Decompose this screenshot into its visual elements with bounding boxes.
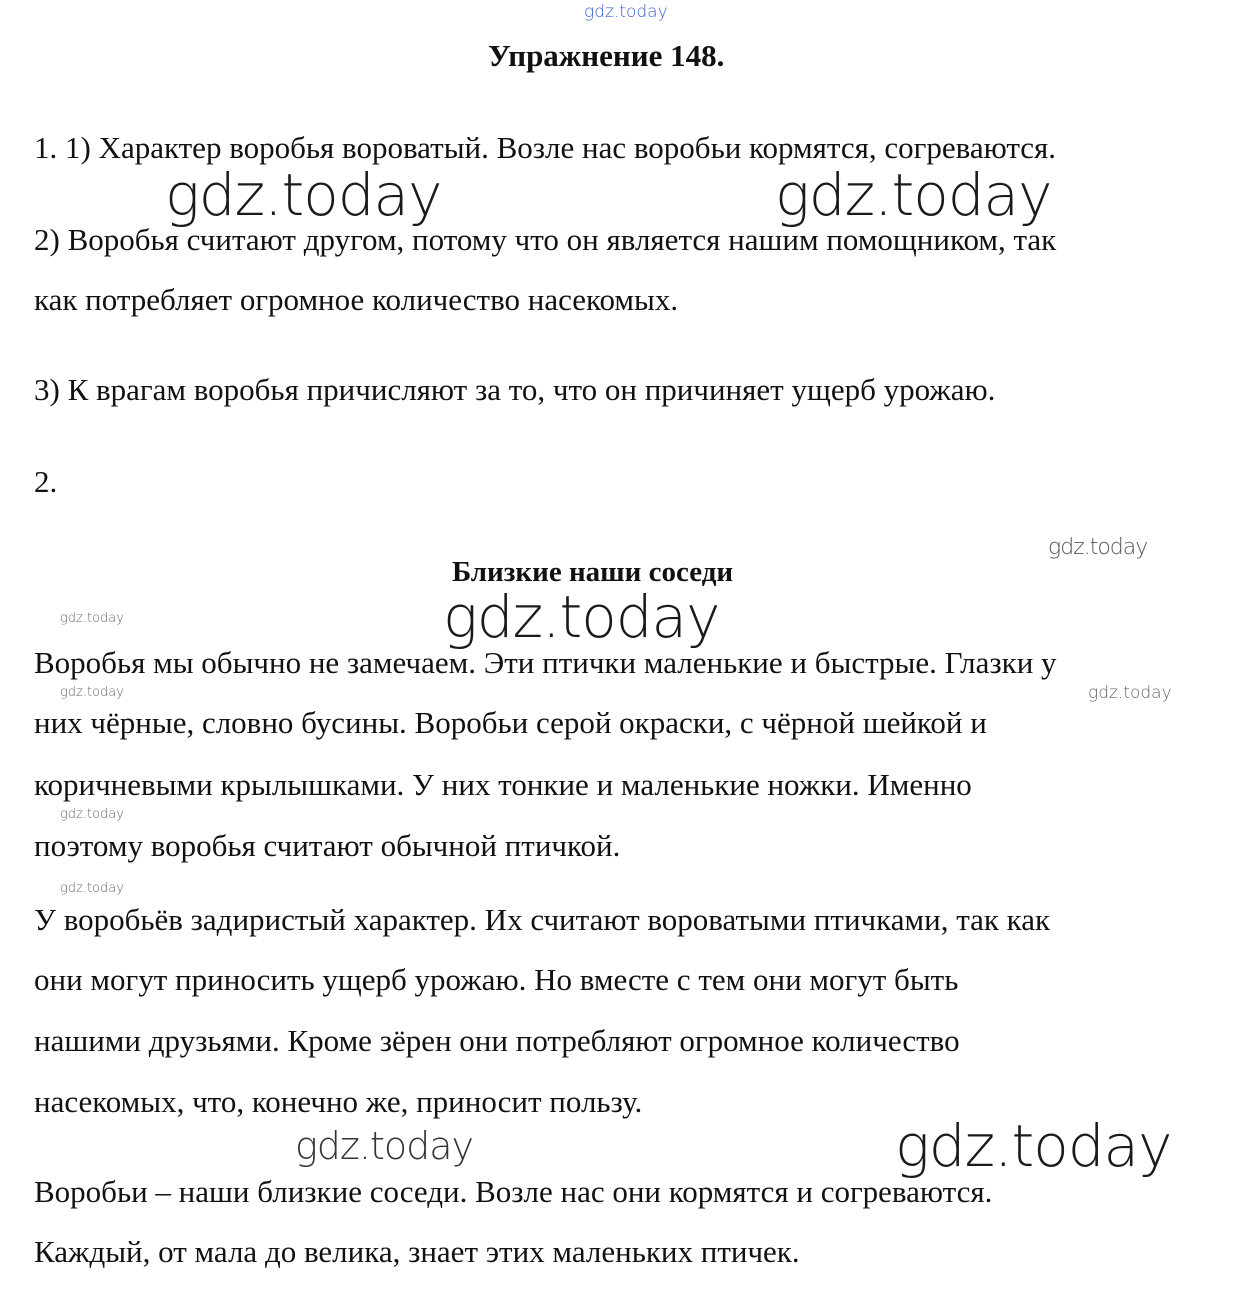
essay-line: нашими друзьями. Кроме зёрен они потребляют огромное количество xyxy=(34,1023,960,1058)
essay-title: Близкие наши соседи xyxy=(452,556,734,588)
essay-line: поэтому воробья считают обычной птичкой. xyxy=(34,828,621,863)
watermark: gdz.today xyxy=(60,685,124,700)
watermark: gdz.today xyxy=(775,161,1052,229)
watermark: gdz.today xyxy=(60,611,124,626)
part2-label: 2. xyxy=(34,464,58,499)
essay-line: насекомых, что, конечно же, приносит пользу. xyxy=(34,1084,643,1119)
essay-line: них чёрные, словно бусины. Воробьи серой окраски, с чёрной шейкой и xyxy=(34,705,987,740)
essay-line: Воробья мы обычно не замечаем. Эти птички маленькие и быстрые. Глазки у xyxy=(34,645,1057,680)
essay-line: У воробьёв задиристый характер. Их считают вороватыми птичками, так как xyxy=(34,902,1051,937)
answer-line: как потребляет огромное количество насекомых. xyxy=(34,282,679,317)
essay-line: коричневыми крылышками. У них тонкие и маленькие ножки. Именно xyxy=(34,767,972,802)
watermark: gdz.today xyxy=(1048,535,1148,560)
watermark: gdz.today xyxy=(895,1112,1172,1180)
essay-line: Воробьи – наши близкие соседи. Возле нас они кормятся и согреваются. xyxy=(34,1174,993,1209)
watermark-top: gdz.today xyxy=(584,2,668,22)
answer-line: 1. 1) Характер воробья вороватый. Возле нас воробьи кормятся, согреваются. xyxy=(34,130,1057,165)
essay-line: Каждый, от мала до велика, знает этих маленьких птичек. xyxy=(34,1234,800,1269)
page-title: Упражнение 148. xyxy=(488,38,725,73)
watermark: gdz.today xyxy=(295,1124,473,1168)
answer-line: 2) Воробья считают другом, потому что он является нашим помощником, так xyxy=(34,222,1057,257)
watermark: gdz.today xyxy=(60,807,124,822)
essay-line: они могут приносить ущерб урожаю. Но вместе с тем они могут быть xyxy=(34,962,959,997)
watermark: gdz.today xyxy=(1088,683,1172,703)
watermark: gdz.today xyxy=(165,161,442,229)
watermark: gdz.today xyxy=(443,583,720,651)
watermark: gdz.today xyxy=(60,881,124,896)
answer-line: 3) К врагам воробья причисляют за то, что он причиняет ущерб урожаю. xyxy=(34,372,996,407)
